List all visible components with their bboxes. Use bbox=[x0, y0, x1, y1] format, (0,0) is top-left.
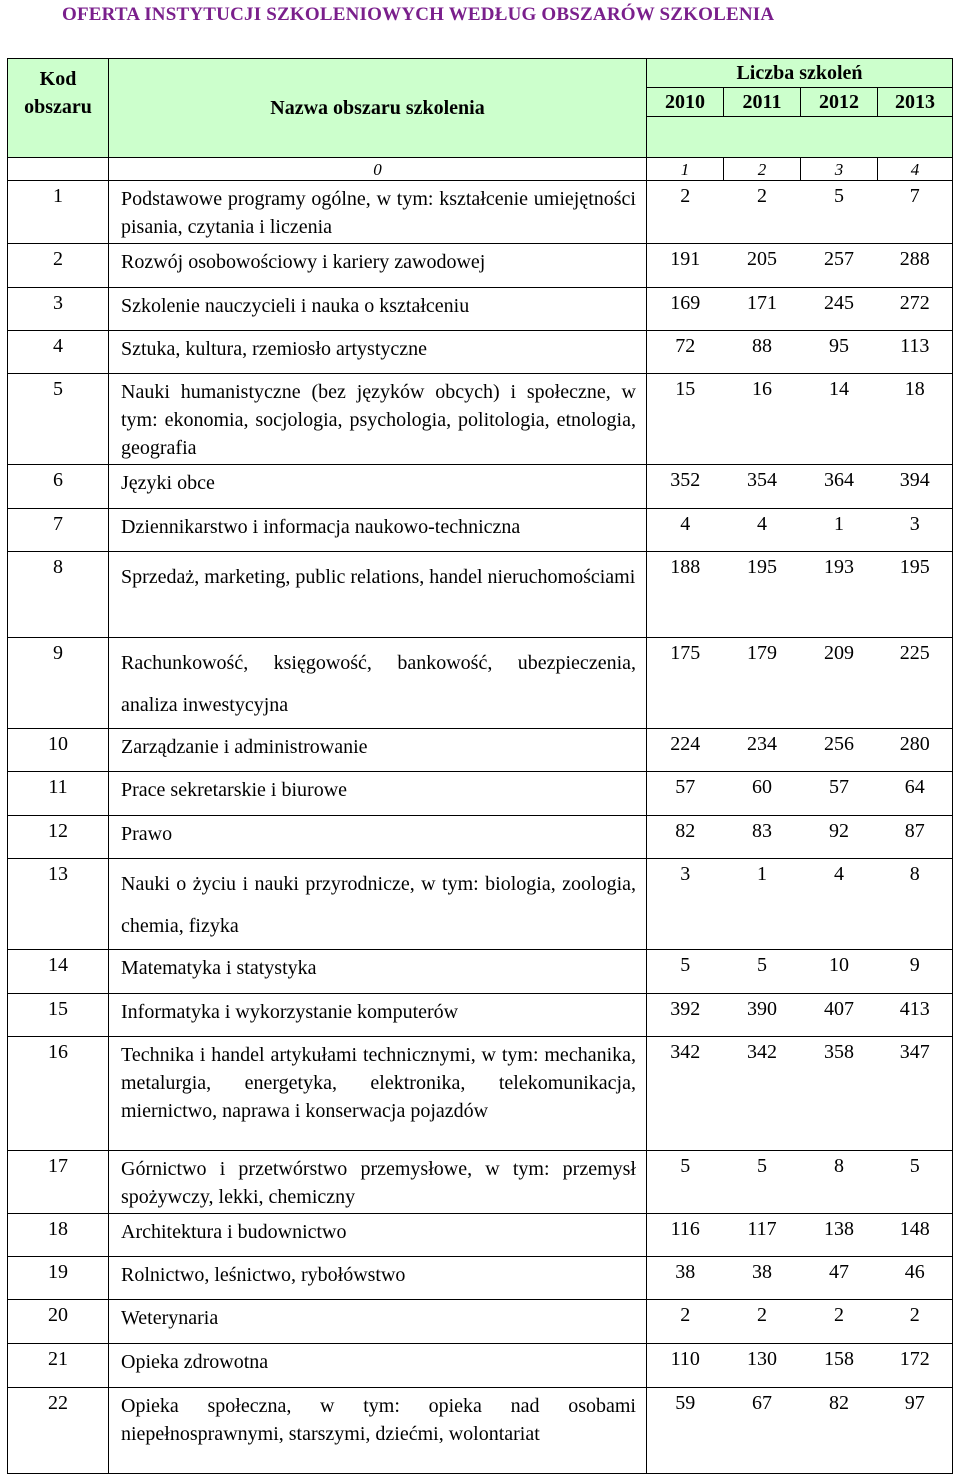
area-code-cell: 22 bbox=[8, 1388, 109, 1474]
count-cell-2013: 225 bbox=[878, 638, 953, 729]
area-name-cell: Technika i handel artykułami technicznymi, w tym: mechanika, metalurgia, energetyka, elektronika, telekomunikacja, miernictwo, naprawa i konserwacja pojazdów bbox=[109, 1037, 647, 1151]
count-cell-2012: 256 bbox=[801, 729, 878, 772]
count-cell-2012: 47 bbox=[801, 1257, 878, 1300]
count-cell-2011: 2 bbox=[724, 1300, 801, 1344]
area-name-cell: Sztuka, kultura, rzemiosło artystyczne bbox=[109, 331, 647, 374]
table-row bbox=[8, 638, 953, 729]
count-cell-2012: 4 bbox=[801, 859, 878, 950]
count-cell-2011: 195 bbox=[724, 552, 801, 638]
count-cell-2011: 130 bbox=[724, 1344, 801, 1388]
count-cell-2012: 209 bbox=[801, 638, 878, 729]
area-name-cell: Zarządzanie i administrowanie bbox=[109, 729, 647, 772]
area-name-cell: Opieka zdrowotna bbox=[109, 1344, 647, 1388]
area-code-cell: 16 bbox=[8, 1037, 109, 1151]
area-name-cell: Informatyka i wykorzystanie komputerów bbox=[109, 994, 647, 1037]
page-title: OFERTA INSTYTUCJI SZKOLENIOWYCH WEDŁUG OBSZARÓW SZKOLENIA bbox=[62, 4, 775, 25]
area-name-cell: Rolnictwo, leśnictwo, rybołówstwo bbox=[109, 1257, 647, 1300]
area-name-cell: Języki obce bbox=[109, 465, 647, 509]
area-name-cell: Szkolenie nauczycieli i nauka o kształceniu bbox=[109, 288, 647, 331]
count-cell-2010: 2 bbox=[647, 181, 724, 244]
count-cell-2013: 288 bbox=[878, 244, 953, 288]
header-year-2010: 2010 bbox=[647, 88, 724, 117]
area-code-cell: 5 bbox=[8, 374, 109, 465]
area-name-cell: Rozwój osobowościowy i kariery zawodowej bbox=[109, 244, 647, 288]
area-code-cell: 4 bbox=[8, 331, 109, 374]
count-cell-2010: 3 bbox=[647, 859, 724, 950]
count-cell-2012: 57 bbox=[801, 772, 878, 816]
count-cell-2011: 342 bbox=[724, 1037, 801, 1151]
index-row bbox=[8, 158, 953, 181]
area-code-cell: 15 bbox=[8, 994, 109, 1037]
count-cell-2011: 5 bbox=[724, 1151, 801, 1214]
count-cell-2012: 92 bbox=[801, 816, 878, 859]
count-cell-2013: 18 bbox=[878, 374, 953, 465]
count-cell-2011: 16 bbox=[724, 374, 801, 465]
header-year-2012: 2012 bbox=[801, 88, 878, 117]
count-cell-2013: 2 bbox=[878, 1300, 953, 1344]
area-code-cell: 21 bbox=[8, 1344, 109, 1388]
count-cell-2010: 224 bbox=[647, 729, 724, 772]
table-row bbox=[8, 244, 953, 288]
area-code-cell: 2 bbox=[8, 244, 109, 288]
area-name-cell: Prace sekretarskie i biurowe bbox=[109, 772, 647, 816]
header-spacer bbox=[647, 117, 953, 158]
index-cell: 4 bbox=[878, 158, 953, 181]
count-cell-2013: 9 bbox=[878, 950, 953, 994]
count-cell-2013: 280 bbox=[878, 729, 953, 772]
header-kod-obszaru: Kod obszaru bbox=[8, 59, 109, 158]
count-cell-2011: 88 bbox=[724, 331, 801, 374]
count-cell-2011: 205 bbox=[724, 244, 801, 288]
count-cell-2010: 5 bbox=[647, 950, 724, 994]
count-cell-2011: 1 bbox=[724, 859, 801, 950]
table-row bbox=[8, 1300, 953, 1344]
area-name-cell: Górnictwo i przetwórstwo przemysłowe, w tym: przemysł spożywczy, lekki, chemiczny bbox=[109, 1151, 647, 1214]
table-row bbox=[8, 181, 953, 244]
count-cell-2011: 67 bbox=[724, 1388, 801, 1474]
area-name-cell: Architektura i budownictwo bbox=[109, 1214, 647, 1257]
table-row bbox=[8, 465, 953, 509]
count-cell-2010: 392 bbox=[647, 994, 724, 1037]
header-year-2011: 2011 bbox=[724, 88, 801, 117]
table-row bbox=[8, 859, 953, 950]
index-cell: 1 bbox=[647, 158, 724, 181]
count-cell-2013: 113 bbox=[878, 331, 953, 374]
count-cell-2011: 234 bbox=[724, 729, 801, 772]
count-cell-2012: 82 bbox=[801, 1388, 878, 1474]
count-cell-2012: 193 bbox=[801, 552, 878, 638]
count-cell-2011: 390 bbox=[724, 994, 801, 1037]
count-cell-2011: 2 bbox=[724, 181, 801, 244]
count-cell-2010: 15 bbox=[647, 374, 724, 465]
count-cell-2013: 97 bbox=[878, 1388, 953, 1474]
table-row bbox=[8, 816, 953, 859]
table-body bbox=[8, 158, 953, 1474]
count-cell-2012: 364 bbox=[801, 465, 878, 509]
count-cell-2010: 116 bbox=[647, 1214, 724, 1257]
count-cell-2011: 60 bbox=[724, 772, 801, 816]
count-cell-2010: 5 bbox=[647, 1151, 724, 1214]
count-cell-2013: 46 bbox=[878, 1257, 953, 1300]
index-cell: 2 bbox=[724, 158, 801, 181]
table-row bbox=[8, 552, 953, 638]
count-cell-2012: 2 bbox=[801, 1300, 878, 1344]
area-code-cell: 14 bbox=[8, 950, 109, 994]
area-name-cell: Rachunkowość, księgowość, bankowość, ubezpieczenia, analiza inwestycyjna bbox=[109, 638, 647, 729]
count-cell-2011: 38 bbox=[724, 1257, 801, 1300]
table-row bbox=[8, 1151, 953, 1214]
count-cell-2010: 169 bbox=[647, 288, 724, 331]
table-row bbox=[8, 994, 953, 1037]
count-cell-2012: 8 bbox=[801, 1151, 878, 1214]
count-cell-2013: 394 bbox=[878, 465, 953, 509]
count-cell-2012: 245 bbox=[801, 288, 878, 331]
header-liczba-szkolen: Liczba szkoleń bbox=[647, 59, 953, 88]
area-name-cell: Sprzedaż, marketing, public relations, handel nieruchomościami bbox=[109, 552, 647, 638]
area-code-cell: 20 bbox=[8, 1300, 109, 1344]
table-row bbox=[8, 1214, 953, 1257]
area-code-cell: 10 bbox=[8, 729, 109, 772]
area-name-cell: Matematyka i statystyka bbox=[109, 950, 647, 994]
count-cell-2013: 413 bbox=[878, 994, 953, 1037]
area-code-cell: 11 bbox=[8, 772, 109, 816]
count-cell-2013: 5 bbox=[878, 1151, 953, 1214]
count-cell-2013: 3 bbox=[878, 509, 953, 552]
header-nazwa-obszaru: Nazwa obszaru szkolenia bbox=[109, 59, 647, 158]
area-code-cell: 3 bbox=[8, 288, 109, 331]
count-cell-2010: 191 bbox=[647, 244, 724, 288]
count-cell-2010: 342 bbox=[647, 1037, 724, 1151]
count-cell-2012: 257 bbox=[801, 244, 878, 288]
count-cell-2012: 5 bbox=[801, 181, 878, 244]
count-cell-2010: 59 bbox=[647, 1388, 724, 1474]
area-code-cell: 7 bbox=[8, 509, 109, 552]
table-row bbox=[8, 1257, 953, 1300]
count-cell-2013: 272 bbox=[878, 288, 953, 331]
table-row bbox=[8, 729, 953, 772]
table-row bbox=[8, 772, 953, 816]
count-cell-2011: 4 bbox=[724, 509, 801, 552]
count-cell-2013: 87 bbox=[878, 816, 953, 859]
count-cell-2012: 10 bbox=[801, 950, 878, 994]
table-row bbox=[8, 1037, 953, 1151]
area-code-cell: 1 bbox=[8, 181, 109, 244]
area-code-cell: 6 bbox=[8, 465, 109, 509]
count-cell-2010: 110 bbox=[647, 1344, 724, 1388]
area-name-cell: Nauki humanistyczne (bez języków obcych) i społeczne, w tym: ekonomia, socjologia, psychologia, politologia, etnologia, geografia bbox=[109, 374, 647, 465]
table-row bbox=[8, 374, 953, 465]
area-name-cell: Dziennikarstwo i informacja naukowo-techniczna bbox=[109, 509, 647, 552]
area-code-cell: 12 bbox=[8, 816, 109, 859]
count-cell-2010: 2 bbox=[647, 1300, 724, 1344]
count-cell-2011: 83 bbox=[724, 816, 801, 859]
header-year-2013: 2013 bbox=[878, 88, 953, 117]
count-cell-2011: 5 bbox=[724, 950, 801, 994]
table-row bbox=[8, 331, 953, 374]
count-cell-2012: 158 bbox=[801, 1344, 878, 1388]
count-cell-2010: 38 bbox=[647, 1257, 724, 1300]
area-name-cell: Prawo bbox=[109, 816, 647, 859]
count-cell-2013: 148 bbox=[878, 1214, 953, 1257]
count-cell-2011: 179 bbox=[724, 638, 801, 729]
area-name-cell: Weterynaria bbox=[109, 1300, 647, 1344]
count-cell-2011: 354 bbox=[724, 465, 801, 509]
count-cell-2011: 171 bbox=[724, 288, 801, 331]
area-code-cell: 9 bbox=[8, 638, 109, 729]
area-code-cell: 18 bbox=[8, 1214, 109, 1257]
training-offer-table bbox=[7, 58, 953, 1474]
count-cell-2013: 195 bbox=[878, 552, 953, 638]
count-cell-2012: 1 bbox=[801, 509, 878, 552]
count-cell-2013: 7 bbox=[878, 181, 953, 244]
count-cell-2012: 358 bbox=[801, 1037, 878, 1151]
count-cell-2013: 347 bbox=[878, 1037, 953, 1151]
table-row bbox=[8, 1388, 953, 1474]
count-cell-2012: 138 bbox=[801, 1214, 878, 1257]
count-cell-2010: 57 bbox=[647, 772, 724, 816]
count-cell-2010: 175 bbox=[647, 638, 724, 729]
area-code-cell: 8 bbox=[8, 552, 109, 638]
table-row bbox=[8, 950, 953, 994]
count-cell-2010: 4 bbox=[647, 509, 724, 552]
area-code-cell: 13 bbox=[8, 859, 109, 950]
count-cell-2010: 82 bbox=[647, 816, 724, 859]
count-cell-2013: 172 bbox=[878, 1344, 953, 1388]
index-cell: 0 bbox=[109, 158, 647, 181]
count-cell-2012: 14 bbox=[801, 374, 878, 465]
count-cell-2011: 117 bbox=[724, 1214, 801, 1257]
area-code-cell: 19 bbox=[8, 1257, 109, 1300]
count-cell-2010: 72 bbox=[647, 331, 724, 374]
area-name-cell: Opieka społeczna, w tym: opieka nad osobami niepełnosprawnymi, starszymi, dziećmi, wolontariat bbox=[109, 1388, 647, 1474]
index-cell-empty bbox=[8, 158, 109, 181]
area-code-cell: 17 bbox=[8, 1151, 109, 1214]
table-row bbox=[8, 1344, 953, 1388]
count-cell-2010: 352 bbox=[647, 465, 724, 509]
table-row bbox=[8, 288, 953, 331]
count-cell-2013: 64 bbox=[878, 772, 953, 816]
index-cell: 3 bbox=[801, 158, 878, 181]
area-name-cell: Nauki o życiu i nauki przyrodnicze, w tym: biologia, zoologia, chemia, fizyka bbox=[109, 859, 647, 950]
count-cell-2012: 95 bbox=[801, 331, 878, 374]
count-cell-2010: 188 bbox=[647, 552, 724, 638]
area-name-cell: Podstawowe programy ogólne, w tym: kształcenie umiejętności pisania, czytania i liczenia bbox=[109, 181, 647, 244]
count-cell-2012: 407 bbox=[801, 994, 878, 1037]
table-row bbox=[8, 509, 953, 552]
count-cell-2013: 8 bbox=[878, 859, 953, 950]
